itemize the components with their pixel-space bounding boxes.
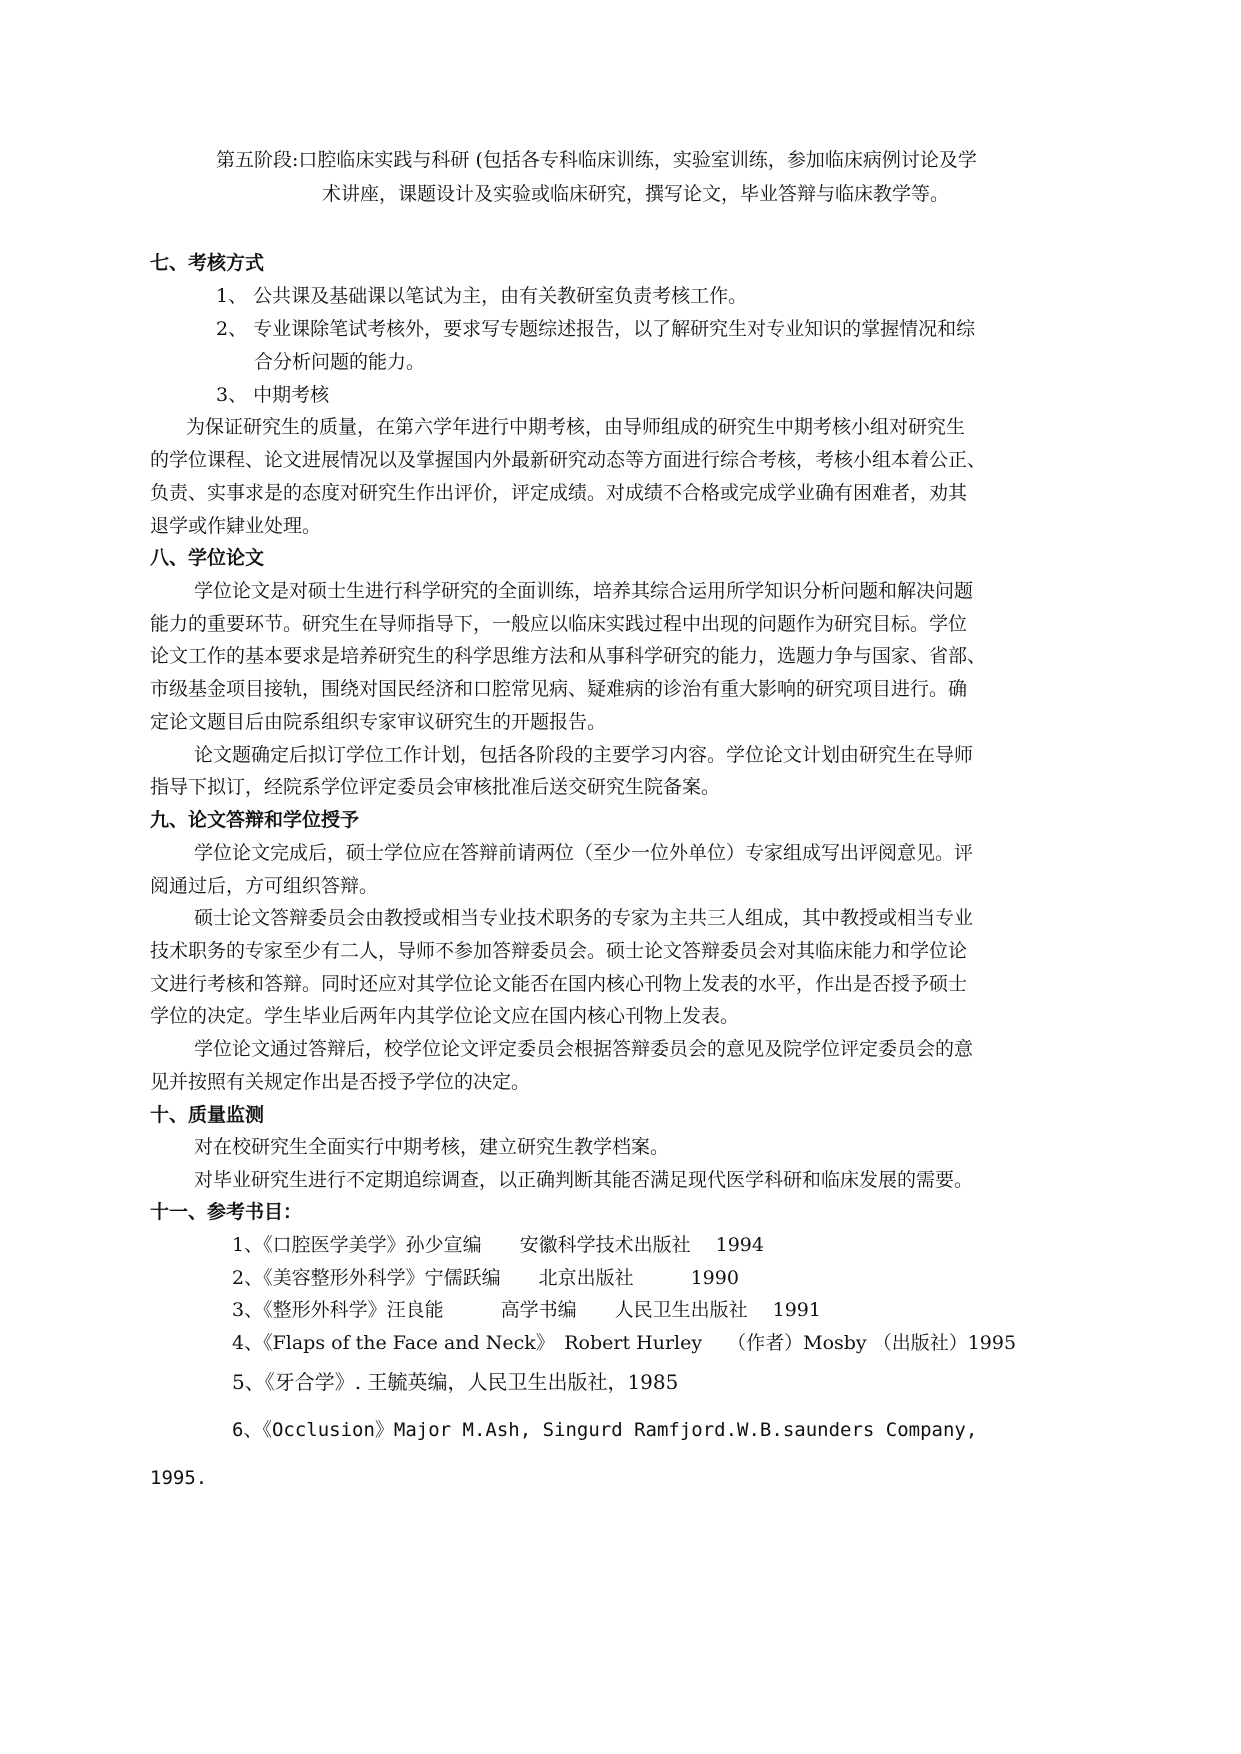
sec10-line2: 对毕业研究生进行不定期追综调查，以正确判断其能否满足现代医学科研和临床发展的需要。: [194, 1169, 974, 1191]
reference-item-6-line2: 1995.: [150, 1467, 208, 1489]
section-9-heading: 九、论文答辩和学位授予: [150, 809, 360, 831]
sec9-p3-line1: 学位论文通过答辩后，校学位论文评定委员会根据答辩委员会的意见及院学位评定委员会的意: [194, 1038, 974, 1060]
sec7-item-3: 3、 中期考核: [216, 384, 330, 406]
sec8-p2-line1: 论文题确定后拟订学位工作计划，包括各阶段的主要学习内容。学位论文计划由研究生在导师: [194, 744, 974, 766]
sec8-p1-line2: 能力的重要环节。研究生在导师指导下，一般应以临床实践过程中出现的问题作为研究目标。学位: [150, 613, 968, 635]
sec10-line1: 对在校研究生全面实行中期考核，建立研究生教学档案。: [194, 1136, 670, 1158]
sec9-p2-line1: 硕士论文答辩委员会由教授或相当专业技术职务的专家为主共三人组成，其中教授或相当专业: [194, 907, 974, 929]
reference-item-4: 4、《Flaps of the Face and Neck》 Robert Hurley （作者）Mosby （出版社）1995: [232, 1332, 1017, 1354]
reference-item-3: 3、《整形外科学》汪良能 高学书编 人民卫生出版社 1991: [232, 1299, 821, 1321]
sec7-para-line1: 为保证研究生的质量，在第六学年进行中期考核，由导师组成的研究生中期考核小组对研究生: [186, 416, 966, 438]
sec7-item-1: 1、 公共课及基础课以笔试为主，由有关教研室负责考核工作。: [216, 285, 748, 307]
reference-item-1: 1、《口腔医学美学》孙少宣编 安徽科学技术出版社 1994: [232, 1234, 764, 1256]
section-10-heading: 十、质量监测: [150, 1104, 265, 1126]
sec9-p3-line2: 见并按照有关规定作出是否授予学位的决定。: [150, 1071, 531, 1093]
reference-item-5: 5、《牙合学》. 王毓英编，人民卫生出版社，1985: [232, 1370, 679, 1394]
reference-item-2: 2、《美容整形外科学》宁儒跃编 北京出版社 1990: [232, 1267, 739, 1289]
sec7-item-2-line1: 2、 专业课除笔试考核外，要求写专题综述报告，以了解研究生对专业知识的掌握情况和综: [216, 318, 976, 340]
stage5-line1: 第五阶段:口腔临床实践与科研 (包括各专科临床训练，实验室训练，参加临床病例讨论及学: [216, 149, 977, 171]
sec8-p1-line5: 定论文题目后由院系组织专家审议研究生的开题报告。: [150, 711, 607, 733]
sec7-item-2-line2: 合分析问题的能力。: [254, 351, 426, 373]
sec8-p1-line4: 市级基金项目接轨，围绕对国民经济和口腔常见病、疑难病的诊治有重大影响的研究项目进行。确: [150, 678, 968, 700]
sec7-para-line4: 退学或作肄业处理。: [150, 515, 322, 537]
sec7-para-line3: 负责、实事求是的态度对研究生作出评价，评定成绩。对成绩不合格或完成学业确有困难者，劝其: [150, 482, 968, 504]
sec9-p2-line2: 技术职务的专家至少有二人，导师不参加答辩委员会。硕士论文答辩委员会对其临床能力和学位论: [150, 940, 968, 962]
sec9-p2-line3: 文进行考核和答辩。同时还应对其学位论文能否在国内核心刊物上发表的水平，作出是否授予硕士: [150, 973, 968, 995]
reference-item-6-line1: 6、《Occlusion》Major M.Ash, Singurd Ramfjord.W.B.saunders Company,: [232, 1419, 978, 1441]
sec8-p1-line3: 论文工作的基本要求是培养研究生的科学思维方法和从事科学研究的能力，选题力争与国家、省部、: [150, 645, 987, 667]
sec9-p1-line2: 阅通过后，方可组织答辩。: [150, 875, 379, 897]
sec9-p2-line4: 学位的决定。学生毕业后两年内其学位论文应在国内核心刊物上发表。: [150, 1005, 740, 1027]
sec8-p2-line2: 指导下拟订，经院系学位评定委员会审核批准后送交研究生院备案。: [150, 776, 721, 798]
stage5-line2: 术讲座，课题设计及实验或临床研究，撰写论文，毕业答辩与临床教学等。: [322, 183, 950, 205]
section-11-heading: 十一、参考书目：: [150, 1201, 303, 1223]
section-7-heading: 七、考核方式: [150, 252, 265, 274]
sec9-p1-line1: 学位论文完成后，硕士学位应在答辩前请两位（至少一位外单位）专家组成写出评阅意见。评: [194, 842, 974, 864]
sec7-para-line2: 的学位课程、论文进展情况以及掌握国内外最新研究动态等方面进行综合考核，考核小组本着公正、: [150, 449, 987, 471]
sec8-p1-line1: 学位论文是对硕士生进行科学研究的全面训练，培养其综合运用所学知识分析问题和解决问题: [194, 580, 974, 602]
section-8-heading: 八、学位论文: [150, 547, 265, 569]
